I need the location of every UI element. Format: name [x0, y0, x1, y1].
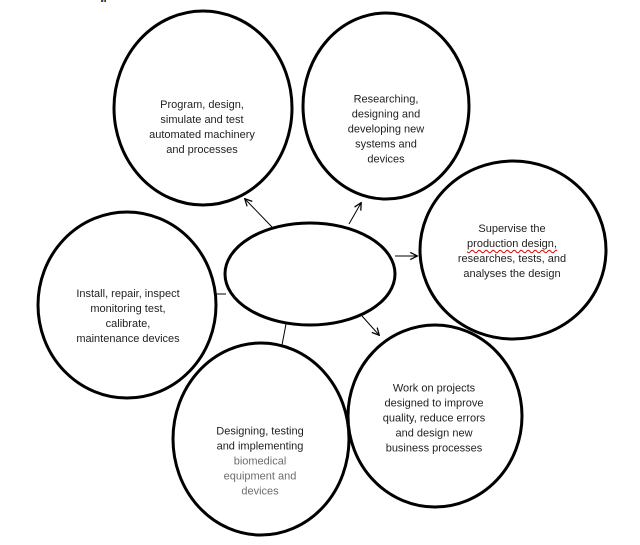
connector-to-biomedical: [282, 324, 286, 345]
node-label-line: monitoring test,: [90, 303, 166, 315]
node-label-line: Work on projects: [392, 382, 476, 395]
node-label-line-muted: devices: [241, 485, 279, 498]
node-label-line: systems and: [355, 138, 417, 151]
node-label-automation: [149, 98, 255, 158]
node-label-line: automated machinery: [149, 129, 255, 141]
node-label-line: designed to improve: [384, 397, 484, 410]
node-label-line: maintenance devices: [76, 333, 180, 345]
node-label-line: and processes: [166, 144, 238, 156]
node-label-line: quality, reduce errors: [382, 412, 486, 425]
node-label-line-muted: biomedical: [233, 455, 287, 468]
node-label-supervise: [458, 222, 566, 282]
node-label-line-muted: equipment and: [223, 470, 297, 483]
node-label-line: Install, repair, inspect: [76, 288, 180, 300]
node-label-line: calibrate,: [105, 318, 151, 330]
node-label-line: Supervise the: [478, 223, 546, 235]
node-label-line: Program, design,: [160, 99, 244, 111]
connector-to-research: [349, 203, 361, 224]
connector-to-automation: [245, 199, 272, 227]
node-label-install: [76, 287, 179, 347]
center-hub-ellipse: [225, 223, 395, 325]
node-label-line: developing new: [347, 123, 425, 136]
node-label-line: devices: [367, 153, 405, 166]
node-label-line: and design new: [395, 427, 473, 440]
node-label-biomedical: [216, 425, 303, 500]
node-label-line: business processes: [385, 442, 483, 455]
connector-to-projects: [362, 316, 379, 335]
node-label-projects: [383, 382, 486, 457]
node-label-line: designing and: [351, 108, 421, 121]
node-label-line: researches, tests, and: [457, 253, 567, 265]
spellcheck-underlined-line: production design,: [467, 238, 557, 250]
node-label-line: Researching,: [353, 93, 419, 106]
node-label-line: analyses the design: [463, 268, 561, 280]
node-label-line: Designing, testing: [216, 425, 304, 438]
node-label-line: and implementing: [216, 440, 304, 453]
node-label-line: simulate and test: [160, 114, 244, 126]
node-label-research: [348, 93, 424, 168]
